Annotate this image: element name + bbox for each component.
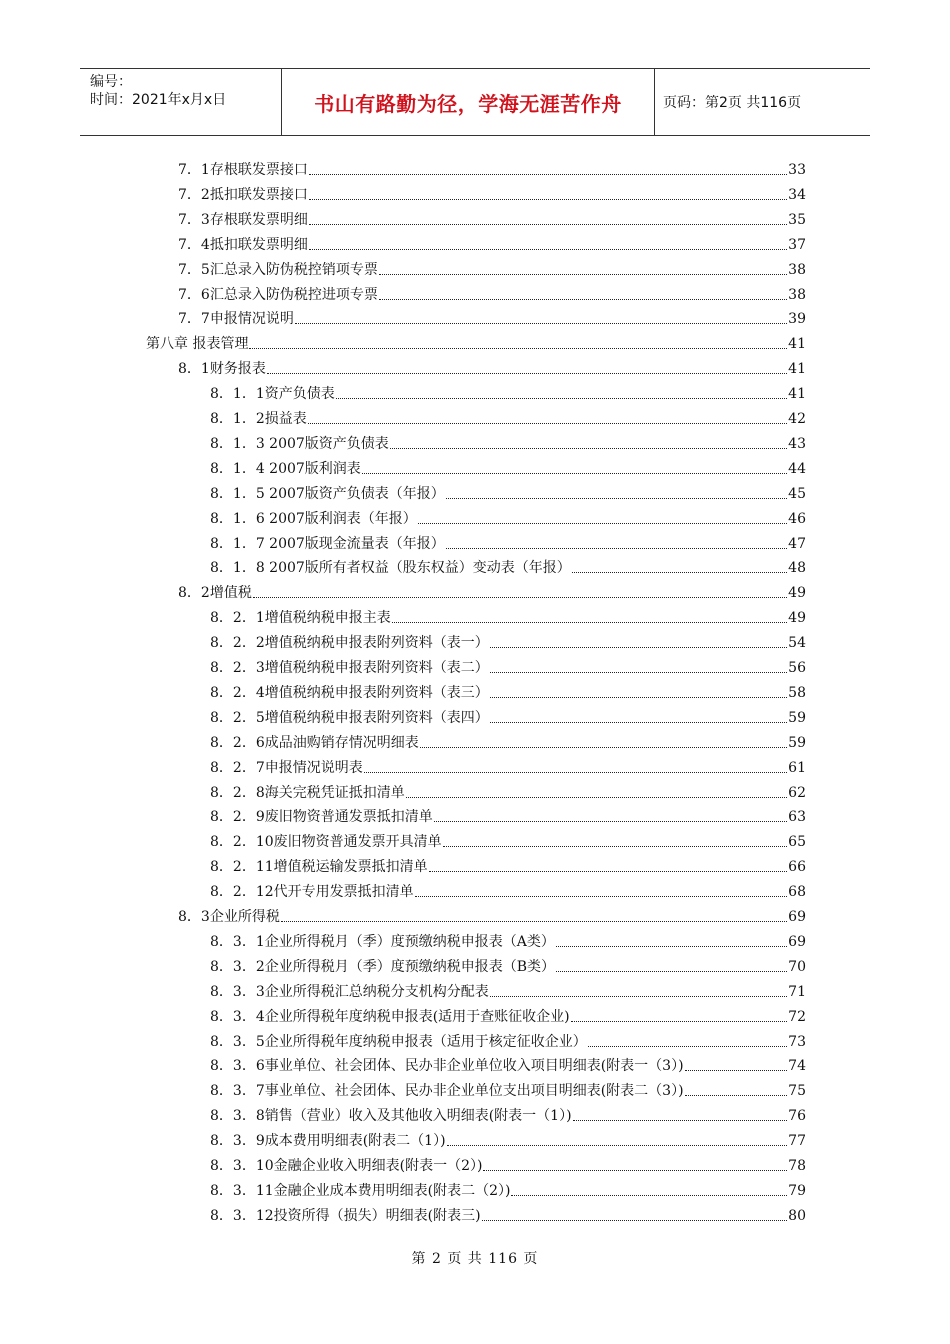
toc-entry[interactable]: [210, 459, 806, 479]
toc-entry-page-number: 42: [788, 411, 806, 427]
toc-entry[interactable]: [210, 608, 806, 628]
toc-entry-label: 8．2．1增值税纳税申报主表: [210, 610, 391, 627]
toc-dot-leader: [443, 845, 788, 847]
toc-dot-leader: [379, 298, 787, 300]
toc-entry[interactable]: [178, 907, 806, 927]
toc-entry-page-number: 48: [788, 560, 806, 577]
toc-entry-page-number: 39: [788, 311, 806, 328]
toc-entry[interactable]: [210, 832, 806, 852]
toc-entry-label: 8．3．8销售（营业）收入及其他收入明细表(附表一（1）): [210, 1108, 572, 1125]
toc-entry-page-number: 65: [788, 834, 806, 851]
toc-entry-page-number: 63: [788, 809, 806, 826]
toc-entry-page-number: 34: [788, 186, 806, 203]
toc-entry-label: 8．1．1资产负债表: [210, 386, 335, 403]
toc-entry-label: 8．3．12投资所得（损失）明细表(附表三): [210, 1207, 481, 1224]
toc-entry-page-number: 75: [788, 1083, 806, 1100]
toc-entry[interactable]: [210, 982, 806, 1002]
toc-entry-page-number: 79: [788, 1182, 806, 1199]
toc-entry[interactable]: [210, 683, 806, 703]
toc-entry[interactable]: [210, 1106, 806, 1126]
toc-entry-label: 8．3．3企业所得税汇总纳税分支机构分配表: [210, 983, 489, 1000]
toc-dot-leader: [406, 796, 787, 798]
toc-entry[interactable]: [210, 783, 806, 803]
toc-entry-page-number: 38: [788, 286, 806, 303]
toc-dot-leader: [418, 522, 787, 524]
toc-entry-page-number: 76: [788, 1108, 806, 1125]
toc-entry-label: 8．2．3增值税纳税申报表附列资料（表二）: [210, 660, 489, 676]
toc-dot-leader: [490, 696, 787, 698]
toc-dot-leader: [588, 1045, 787, 1047]
toc-entry-label: 8．1财务报表: [178, 361, 266, 378]
document-number-label: 编号：: [90, 74, 132, 90]
toc-dot-leader: [490, 721, 787, 723]
toc-entry-page-number: 80: [788, 1207, 806, 1224]
toc-entry-page-number: 70: [788, 958, 806, 975]
toc-entry[interactable]: [210, 1156, 806, 1176]
toc-entry-label: 8．2．4增值税纳税申报表附列资料（表三）: [210, 684, 489, 701]
toc-entry-page-number: 46: [788, 510, 806, 527]
toc-entry-label: 8．1．4 2007版利润表: [210, 460, 361, 477]
toc-entry-label: 8．3．10金融企业收入明细表(附表一（2）): [210, 1158, 483, 1174]
toc-entry-page-number: 66: [788, 859, 806, 876]
toc-dot-leader: [446, 547, 787, 549]
toc-entry[interactable]: [178, 235, 806, 255]
toc-entry[interactable]: [210, 758, 806, 778]
page-footer: 第 2 页 共 116 页: [411, 1251, 539, 1267]
toc-entry-label: 8．2．2增值税纳税申报表附列资料（表一）: [210, 635, 489, 652]
toc-entry-label: 7．5汇总录入防伪税控销项专票: [178, 261, 378, 278]
toc-entry[interactable]: [178, 359, 806, 379]
toc-entry[interactable]: [210, 509, 806, 529]
toc-entry-label: 8．3．2企业所得税月（季）度预缴纳税申报表（B类）: [210, 958, 556, 975]
header-page-info: 页码：第2页 共116页: [663, 95, 802, 111]
toc-dot-leader: [362, 472, 787, 474]
toc-entry-label: 8．2．10废旧物资普通发票开具清单: [210, 834, 442, 851]
toc-entry[interactable]: [210, 708, 806, 728]
toc-entry-label: 8．3．9成本费用明细表(附表二（1）): [210, 1133, 446, 1150]
toc-dot-leader: [490, 646, 787, 648]
toc-dot-leader: [511, 1194, 787, 1196]
toc-dot-leader: [446, 497, 787, 499]
toc-entry-page-number: 56: [788, 660, 806, 676]
toc-entry-page-number: 61: [788, 759, 806, 776]
toc-dot-leader: [309, 198, 787, 200]
toc-dot-leader: [556, 945, 787, 947]
toc-entry[interactable]: [178, 185, 806, 205]
toc-entry-label: 8．1．7 2007版现金流量表（年报）: [210, 535, 445, 552]
toc-entry[interactable]: [210, 1181, 806, 1201]
toc-entry-label: 8．3．5企业所得税年度纳税申报表（适用于核定征收企业）: [210, 1033, 587, 1050]
toc-entry-page-number: 41: [788, 386, 806, 403]
toc-entry-page-number: 41: [788, 361, 806, 378]
toc-entry-label: 8．2．12代开专用发票抵扣清单: [210, 884, 414, 901]
toc-entry-page-number: 78: [788, 1158, 806, 1174]
toc-entry[interactable]: [210, 807, 806, 827]
toc-entry[interactable]: [210, 558, 806, 578]
toc-entry[interactable]: [210, 882, 806, 902]
toc-entry-label: 第八章 报表管理: [146, 336, 249, 353]
toc-entry[interactable]: [210, 534, 806, 554]
toc-entry[interactable]: [210, 733, 806, 753]
toc-entry[interactable]: [210, 633, 806, 653]
toc-entry[interactable]: [178, 285, 806, 305]
toc-entry-label: 7．7申报情况说明: [178, 311, 294, 328]
toc-entry[interactable]: [210, 1206, 806, 1226]
toc-entry-page-number: 71: [788, 983, 806, 1000]
toc-dot-leader: [483, 1169, 787, 1171]
toc-entry-label: 8．2．9废旧物资普通发票抵扣清单: [210, 809, 433, 826]
toc-entry-page-number: 38: [788, 261, 806, 278]
toc-dot-leader: [253, 596, 787, 598]
toc-entry[interactable]: [210, 484, 806, 504]
toc-dot-leader: [571, 1020, 788, 1022]
toc-entry[interactable]: [210, 1131, 806, 1151]
toc-entry-label: 7．3存根联发票明细: [178, 211, 308, 228]
toc-entry-label: 8．2增值税: [178, 585, 252, 602]
toc-entry-label: 7．4抵扣联发票明细: [178, 236, 308, 253]
toc-entry-label: 8．3．7事业单位、社会团体、民办非企业单位支出项目明细表(附表二（3）): [210, 1083, 684, 1100]
toc-entry-label: 8．1．3 2007版资产负债表: [210, 435, 389, 452]
toc-entry-label: 8．2．5增值税纳税申报表附列资料（表四）: [210, 709, 489, 726]
toc-dot-leader: [572, 571, 787, 573]
toc-entry[interactable]: [210, 932, 806, 952]
toc-entry[interactable]: [210, 658, 806, 678]
toc-entry-label: 8．1．6 2007版利润表（年报）: [210, 510, 417, 527]
toc-entry[interactable]: [210, 957, 806, 977]
toc-entry-label: 8．1．8 2007版所有者权益（股东权益）变动表（年报）: [210, 560, 571, 577]
toc-entry-page-number: 62: [788, 784, 806, 801]
toc-entry-page-number: 49: [788, 585, 806, 602]
toc-entry-page-number: 73: [788, 1033, 806, 1050]
toc-dot-leader: [392, 621, 787, 623]
toc-dot-leader: [447, 1144, 788, 1146]
toc-dot-leader: [309, 223, 787, 225]
toc-entry-page-number: 58: [788, 684, 806, 701]
toc-dot-leader: [556, 970, 787, 972]
toc-dot-leader: [429, 870, 788, 872]
toc-dot-leader: [490, 995, 787, 997]
header-slogan: 书山有路勤为径，学海无涯苦作舟: [282, 69, 655, 135]
toc-dot-leader: [281, 920, 787, 922]
toc-entry-label: 8．3企业所得税: [178, 909, 280, 925]
toc-entry-label: 8．3．4企业所得税年度纳税申报表(适用于查账征收企业): [210, 1008, 570, 1025]
toc-dot-leader: [308, 422, 787, 424]
toc-entry-label: 8．2．6成品油购销存情况明细表: [210, 734, 419, 751]
toc-entry-page-number: 45: [788, 485, 806, 502]
toc-entry[interactable]: [210, 1056, 806, 1076]
toc-entry-label: 8．2．11增值税运输发票抵扣清单: [210, 859, 428, 876]
toc-entry-label: 7．1存根联发票接口: [178, 162, 308, 178]
toc-entry-page-number: 68: [788, 884, 806, 901]
toc-dot-leader: [295, 322, 787, 324]
toc-dot-leader: [573, 1119, 788, 1121]
toc-dot-leader: [685, 1094, 788, 1096]
toc-entry-page-number: 43: [788, 435, 806, 452]
toc-entry-label: 7．6汇总录入防伪税控进项专票: [178, 286, 378, 303]
toc-entry-page-number: 44: [788, 460, 806, 477]
toc-entry-page-number: 54: [788, 635, 806, 652]
toc-entry[interactable]: [178, 260, 806, 280]
toc-entry-page-number: 77: [788, 1133, 806, 1150]
toc-dot-leader: [482, 1219, 788, 1221]
toc-entry-label: 8．2．8海关完税凭证抵扣清单: [210, 784, 405, 801]
toc-dot-leader: [309, 248, 787, 250]
toc-dot-leader: [249, 347, 787, 349]
toc-entry[interactable]: [178, 583, 806, 603]
toc-entry-page-number: 59: [788, 734, 806, 751]
toc-dot-leader: [379, 273, 787, 275]
toc-entry[interactable]: [210, 857, 806, 877]
toc-entry-page-number: 74: [788, 1058, 806, 1075]
toc-dot-leader: [434, 820, 787, 822]
toc-entry-page-number: 49: [788, 610, 806, 627]
toc-entry[interactable]: [210, 409, 806, 429]
toc-entry[interactable]: [146, 334, 806, 354]
toc-entry[interactable]: [178, 210, 806, 230]
toc-dot-leader: [420, 746, 787, 748]
document-time-label: 时间：2021年x月x日: [90, 92, 227, 108]
toc-entry-page-number: 72: [788, 1008, 806, 1025]
toc-dot-leader: [336, 397, 787, 399]
toc-entry[interactable]: [210, 1032, 806, 1052]
toc-entry-page-number: 69: [788, 933, 806, 950]
page-header: [80, 68, 870, 136]
toc-entry-label: 8．1．2损益表: [210, 411, 307, 427]
toc-entry[interactable]: [210, 1007, 806, 1027]
toc-entry-label: 8．3．11金融企业成本费用明细表(附表二（2）): [210, 1182, 511, 1199]
toc-dot-leader: [364, 771, 787, 773]
toc-entry-label: 8．1．5 2007版资产负债表（年报）: [210, 485, 445, 502]
header-meta: [80, 69, 282, 135]
toc-entry-label: 7．2抵扣联发票接口: [178, 186, 308, 203]
toc-entry-page-number: 47: [788, 535, 806, 552]
toc-dot-leader: [267, 372, 787, 374]
toc-entry-page-number: 59: [788, 709, 806, 726]
toc-dot-leader: [390, 447, 787, 449]
toc-dot-leader: [415, 895, 788, 897]
toc-entry-page-number: 69: [788, 909, 806, 925]
toc-dot-leader: [490, 671, 787, 673]
toc-entry[interactable]: [210, 384, 806, 404]
toc-entry-page-number: 33: [788, 162, 806, 178]
toc-entry[interactable]: [178, 309, 806, 329]
toc-entry[interactable]: [210, 1081, 806, 1101]
toc-entry-label: 8．2．7申报情况说明表: [210, 759, 363, 776]
toc-entry-page-number: 35: [788, 211, 806, 228]
toc-entry-label: 8．3．6事业单位、社会团体、民办非企业单位收入项目明细表(附表一（3）): [210, 1058, 684, 1075]
toc-entry[interactable]: [178, 160, 806, 180]
toc-dot-leader: [685, 1069, 788, 1071]
toc-entry-page-number: 41: [788, 336, 806, 353]
toc-entry-label: 8．3．1企业所得税月（季）度预缴纳税申报表（A类）: [210, 933, 555, 950]
toc-entry[interactable]: [210, 434, 806, 454]
toc-entry-page-number: 37: [788, 236, 806, 253]
toc-dot-leader: [309, 173, 787, 175]
